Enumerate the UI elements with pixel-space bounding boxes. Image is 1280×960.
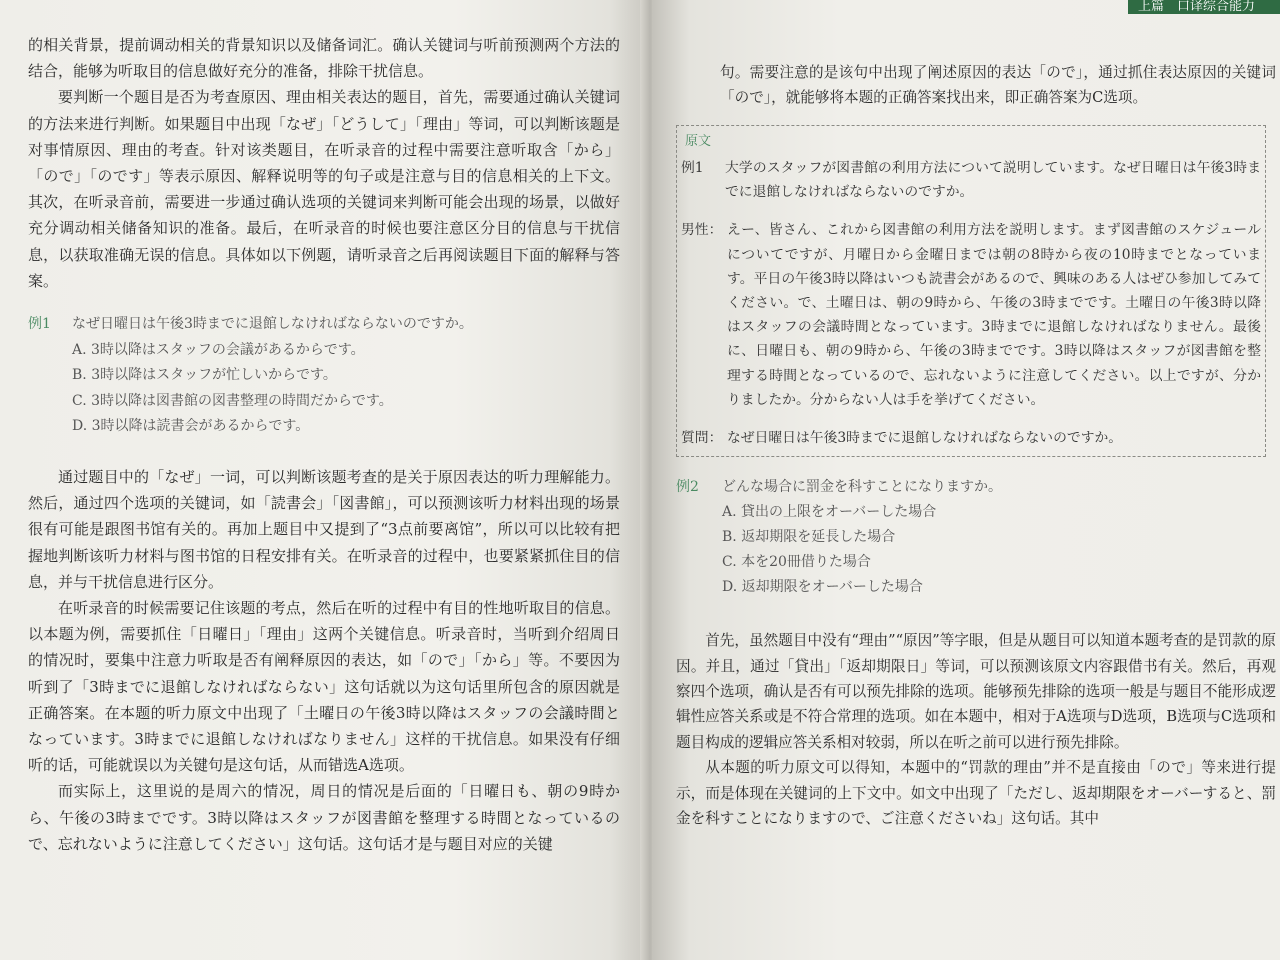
example-2-option-d: D. 返却期限をオーバーした場合 [722,579,923,596]
left-para-3: 通过题目中的「なぜ」一词，可以判断该题考查的是关于原因表达的听力理解能力。然后，通过四个选项的关键词，如「読書会」「図書館」，可以预测该听力材料出现的场景很有可能是跟图书馆有关的。再加上题目中又提到了“3点前要离馆”，所以可以比较有把握地判断该听力材料与图书馆的日程安排有关。在听录音的过程中，也要紧紧抓住目的信息，并与干扰信息进行区分。 [28,468,620,591]
example-1-option-d: D. 3時以降は読書会があるからです。 [72,418,310,435]
question-label: 質問： [681,430,723,447]
example-1-option-c: C. 3時以降は図書館の図書整理の時間だからです。 [72,392,393,409]
example-2 [676,475,1280,600]
example-1-option-a: A. 3時以降はスタッフの会議があるからです。 [72,341,365,358]
left-para-4: 在听录音的时候需要记住该题的考点，然后在听的过程中有目的性地听取目的信息。以本题为例，需要抓住「日曜日」「理由」这两个关键信息。听录音时，当听到介绍周日的情况时，要集中注意力听取是否有阐释原因的表达，如「ので」「から」等。不要因为听到了「3時までに退館しなければならない」这句话就以为这句话里所包含的原因就是正确答案。在本题的听力原文中出现了「土曜日の午後3時以降はスタッフの会議時間となっています。3時までに退館しなければなりません」这样的干扰信息。如果没有仔细听的话，可能就误以为关键句是这句话，从而错选A选项。 [28,599,620,775]
speaker-label: 男性： [681,222,723,239]
original-speaker-row [677,218,1265,412]
right-para-3: 从本题的听力原文可以得知，本题中的“罚款的理由”并不是直接由「ので」等来进行提示，而是体现在关键词的上下文中。如文中出现了「ただし、返却期限をオーバーすると、罰金を科すことになりますので、ご注意くださいね」这句话。其中 [676,759,1276,828]
example-2-question-row [676,475,1280,500]
original-example-label: 例1 [681,160,704,177]
question-text: なぜ日曜日は午後3時までに退館しなければならないのですか。 [727,430,1123,447]
original-tag: 原文 [685,133,712,149]
example-2-option-a: A. 貸出の上限をオーバーした場合 [722,504,937,521]
original-question-row [677,426,1265,450]
speaker-text: えー、皆さん、これから図書館の利用方法を説明します。まず図書館のスケジュールについてですが、月曜日から金曜日までは朝の8時から夜の10時までとなっています。平日の午後3時以降はいつも読書会があるので、興味のある人はぜひ参加してみてください。で、土曜日は、朝の9時から、午後の3時までです。土曜日の午後3時以降はスタッフの会議時間となっています。3時までに退館しなければなりません。最後に、日曜日も、朝の9時から、午後の3時までです。3時以降はスタッフが図書館を整理する時間となっているので、忘れないように注意してください。以上ですが、分かりましたか。分からない人は手を挙げてください。 [727,222,1261,408]
example-1-option-b: B. 3時以降はスタッフが忙しいからです。 [72,367,337,384]
example-1-label: 例1 [28,316,51,333]
right-para-1: 句。需要注意的是该句中出现了阐述原因的表达「ので」，通过抓住表达原因的关键词「ので」，就能够将本题的正确答案找出来，即正确答案为C选项。 [720,64,1276,107]
right-para-2: 首先，虽然题目中没有“理由”“原因”等字眼，但是从题目可以知道本题考查的是罚款的原因。并且，通过「貸出」「返却期限日」等词，可以预测该原文内容跟借书有关。然后，再观察四个选项，确认是否有可以预先排除的选项。能够预先排除的选项一般是与题目不能形成逻辑性应答关系或是不符合常理的选项。如在本题中，相对于A选项与D选项，B选项与C选项和题目构成的逻辑应答关系相对较弱，所以在听之前可以进行预先排除。 [676,632,1276,751]
section-header: 上篇 口译综合能力 [1128,0,1280,14]
original-example-row [677,156,1265,204]
example-1 [28,312,620,440]
example-2-option-b: B. 返却期限を延長した場合 [722,529,896,546]
example-2-option-c: C. 本を20冊借りた場合 [722,554,871,571]
example-2-question: どんな場合に罰金を科すことになりますか。 [722,479,1002,496]
left-para-2: 要判断一个题目是否为考查原因、理由相关表达的题目，首先，需要通过确认关键词的方法来进行判断。如果题目中出现「なぜ」「どうして」「理由」等词，可以判断该题是对事情原因、理由的考查。针对该类题目，在听录音的过程中需要注意听取含「から」「ので」「のです」等表示原因、解释说明等的句子或是注意与目的信息相关的上下文。其次，在听录音前，需要进一步通过确认选项的关键词来判断可能会出现的场景，以做好充分调动相关储备知识的准备。最后，在听录音的时候也要注意区分目的信息与干扰信息，以获取准确无误的信息。具体如以下例题，请听录音之后再阅读题目下面的解释与答案。 [28,88,620,290]
original-example-text: 大学のスタッフが図書館の利用方法について説明しています。なぜ日曜日は午後3時までに退館しなければならないのですか。 [725,160,1261,201]
left-para-1: 的相关背景，提前调动相关的背景知识以及储备词汇。确认关键词与听前预测两个方法的结合，能够为听取目的信息做好充分的准备，排除干扰信息。 [28,36,620,81]
right-page [652,0,1280,960]
original-text-box [676,125,1266,457]
example-1-question: なぜ日曜日は午後3時までに退館しなければならないのですか。 [72,316,473,333]
example-1-question-row [28,312,620,338]
example-2-label: 例2 [676,479,699,496]
left-para-5: 而实际上，这里说的是周六的情况，周日的情况是后面的「日曜日も、朝の9時から、午後の3時までです。3時以降はスタッフが図書館を整理する時間となっているので、忘れないように注意してください」这句话。这句话才是与题目对应的关键 [28,782,620,853]
